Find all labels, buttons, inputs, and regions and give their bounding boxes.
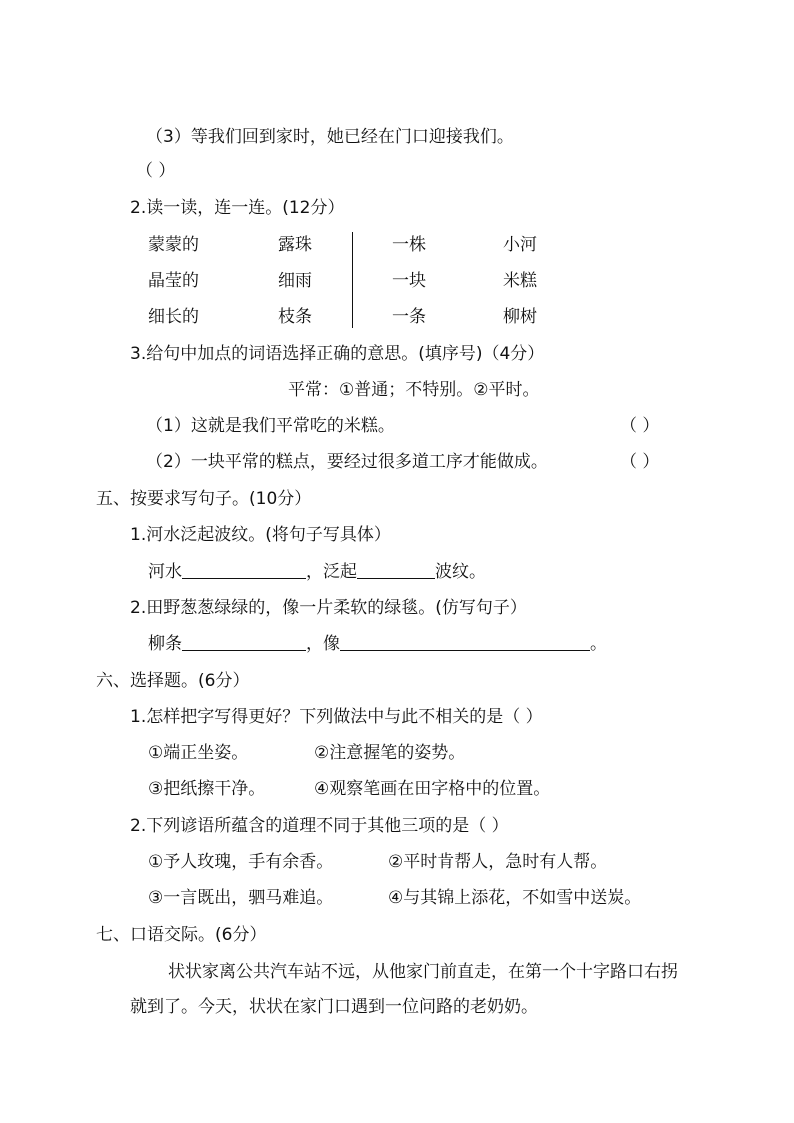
sec5-q2-suffix: 。 xyxy=(590,634,607,654)
q2-right-col2-item: 柳树 xyxy=(503,307,537,327)
sec5-q2: 2.田野葱葱绿绿的，像一片柔软的绿毯。(仿写句子） xyxy=(130,598,527,618)
q2-right-col1-item: 一株 xyxy=(392,235,426,255)
sec5-q1-answer-line xyxy=(148,561,486,583)
sec5-q1-blank-2[interactable] xyxy=(357,562,435,579)
sec6-q2: 2.下列谚语所蕴含的道理不同于其他三项的是（ ） xyxy=(130,816,509,836)
sec6-q2-option-3[interactable]: ③一言既出，驷马难追。 xyxy=(148,888,334,908)
sec6-q2-option-1[interactable]: ①予人玫瑰，手有余香。 xyxy=(148,852,334,872)
sec6-q1-option-1[interactable]: ①端正坐姿。 xyxy=(148,743,249,763)
sec5-q1-middle: ，泛起 xyxy=(306,562,357,582)
q2-left-col2-item: 露珠 xyxy=(278,235,312,255)
q2-right-col2-item: 小河 xyxy=(503,235,537,255)
sec6-title: 六、选择题。(6分） xyxy=(96,671,250,691)
q3-definition: 平常：①普通；不特别。②平时。 xyxy=(288,380,540,400)
sec5-q2-answer-line xyxy=(148,633,607,655)
sec6-q1-option-4[interactable]: ④观察笔画在田字格中的位置。 xyxy=(314,779,551,799)
q2-right-col1-item: 一块 xyxy=(392,271,426,291)
q3-item1-answer-paren[interactable]: （ ） xyxy=(620,416,660,436)
sec6-q1: 1.怎样把字写得更好？下列做法中与此不相关的是（ ） xyxy=(130,707,543,727)
q2-left-col1-item: 晶莹的 xyxy=(148,271,199,291)
sec6-q1-option-3[interactable]: ③把纸擦干净。 xyxy=(148,779,266,799)
sec5-q2-blank-1[interactable] xyxy=(182,634,306,651)
q2-left-col1-item: 蒙蒙的 xyxy=(148,235,199,255)
q2-left-col2-item: 细雨 xyxy=(278,271,312,291)
q3-item2-text: （2）一块平常的糕点，要经过很多道工序才能做成。 xyxy=(146,452,548,472)
sec5-q1: 1.河水泛起波纹。(将句子写具体） xyxy=(130,525,391,545)
q2-right-col2-item: 米糕 xyxy=(503,271,537,291)
sec5-title: 五、按要求写句子。(10分） xyxy=(96,489,312,509)
q3-item1-text: （1）这就是我们平常吃的米糕。 xyxy=(146,416,395,436)
q4-item3-text: （3）等我们回到家时，她已经在门口迎接我们。 xyxy=(146,127,514,147)
q3-title: 3.给句中加点的词语选择正确的意思。(填序号)（4分） xyxy=(130,344,545,364)
q2-title: 2.读一读，连一连。(12分） xyxy=(130,198,345,218)
sec6-q2-option-4[interactable]: ④与其锦上添花，不如雪中送炭。 xyxy=(388,888,642,908)
q2-left-col1-item: 细长的 xyxy=(148,307,199,327)
sec7-paragraph-line-2: 就到了。今天，状状在家门口遇到一位问路的老奶奶。 xyxy=(130,997,538,1017)
sec5-q1-suffix: 波纹。 xyxy=(435,562,486,582)
q2-left-col2-item: 枝条 xyxy=(278,307,312,327)
q3-item2-answer-paren[interactable]: （ ） xyxy=(620,452,660,472)
sec6-q2-option-2[interactable]: ②平时肯帮人，急时有人帮。 xyxy=(388,852,608,872)
sec5-q2-blank-2[interactable] xyxy=(340,634,590,651)
sec7-title: 七、口语交际。(6分） xyxy=(96,925,267,945)
sec5-q2-prefix: 柳条 xyxy=(148,634,182,654)
sec5-q2-middle: ，像 xyxy=(306,634,340,654)
sec7-paragraph-line-1: 状状家离公共汽车站不远，从他家门前直走，在第一个十字路口右拐 xyxy=(168,962,678,982)
sec5-q1-blank-1[interactable] xyxy=(182,562,306,579)
sec6-q1-option-2[interactable]: ②注意握笔的姿势。 xyxy=(314,743,466,763)
q2-right-col1-item: 一条 xyxy=(392,307,426,327)
sec5-q1-prefix: 河水 xyxy=(148,562,182,582)
q4-item3-answer-paren[interactable]: （ ） xyxy=(136,161,176,181)
q2-divider-line xyxy=(352,232,353,328)
